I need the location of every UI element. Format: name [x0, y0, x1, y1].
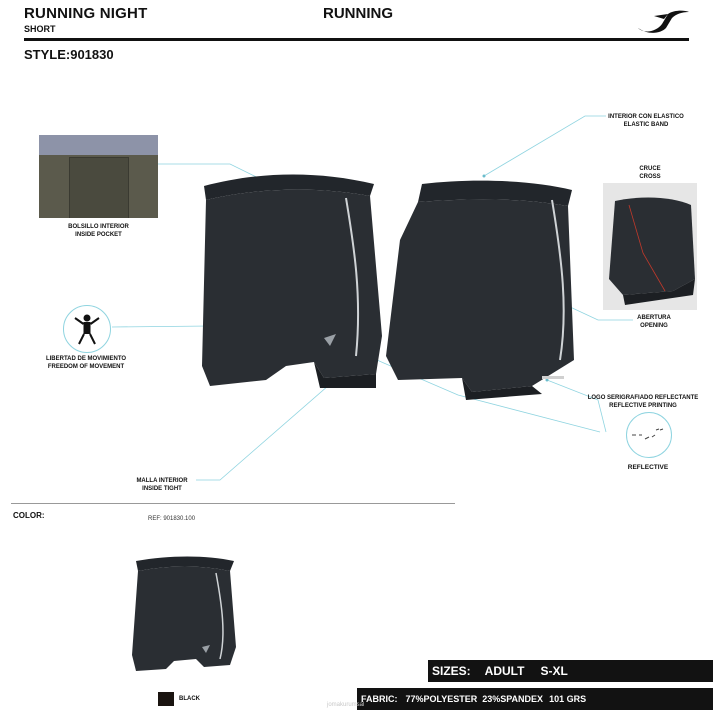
color-section-label: COLOR:: [13, 511, 45, 520]
cross-detail-image: [603, 183, 697, 310]
movement-figure-icon: [63, 305, 111, 353]
color-swatch: [158, 692, 174, 706]
fabric-weight: 101 GRS: [549, 694, 587, 704]
sizes-bar: [428, 660, 713, 682]
product-type: SHORT: [24, 24, 56, 34]
watermark: jomakurumsal: [327, 702, 365, 708]
color-variant-image: [130, 555, 238, 673]
reflective-print-callout: LOGO SERIGRAFIADO REFLECTANTE REFLECTIVE PRINTING: [587, 395, 699, 409]
fabric-bar: [357, 688, 713, 710]
product-name: RUNNING NIGHT: [24, 5, 148, 22]
inside-pocket-image: [39, 135, 158, 218]
sizes-group: ADULT: [484, 664, 525, 678]
fabric-composition-1: 77%POLYESTER: [405, 694, 478, 704]
opening-callout: ABERTURA OPENING: [637, 315, 671, 329]
style-code: STYLE:901830: [24, 47, 114, 62]
front-shorts-image: [196, 166, 386, 388]
reflective-print-icon: [626, 412, 672, 458]
color-swatch-label: BLACK: [179, 696, 200, 702]
tight-callout: MALLA INTERIOR INSIDE TIGHT: [136, 478, 188, 492]
category-title: RUNNING: [323, 5, 393, 22]
section-divider: [11, 503, 455, 504]
sizes-label: SIZES:: [432, 664, 471, 678]
reflective-label: REFLECTIVE: [627, 464, 669, 471]
fabric-label: FABRIC:: [361, 694, 398, 704]
fabric-composition-2: 23%SPANDEX: [482, 694, 544, 704]
movement-callout: LIBERTAD DE MOVIMIENTO FREEDOM OF MOVEMENT: [45, 356, 127, 370]
elastic-band-callout: INTERIOR CON ELASTICO ELASTIC BAND: [608, 114, 684, 128]
pocket-callout: BOLSILLO INTERIOR INSIDE POCKET: [68, 224, 129, 238]
sizes-range: S-XL: [540, 664, 568, 678]
back-shorts-image: [382, 180, 578, 402]
cross-callout: CRUCE CROSS: [639, 166, 661, 180]
color-ref: REF: 901830.100: [148, 516, 196, 522]
